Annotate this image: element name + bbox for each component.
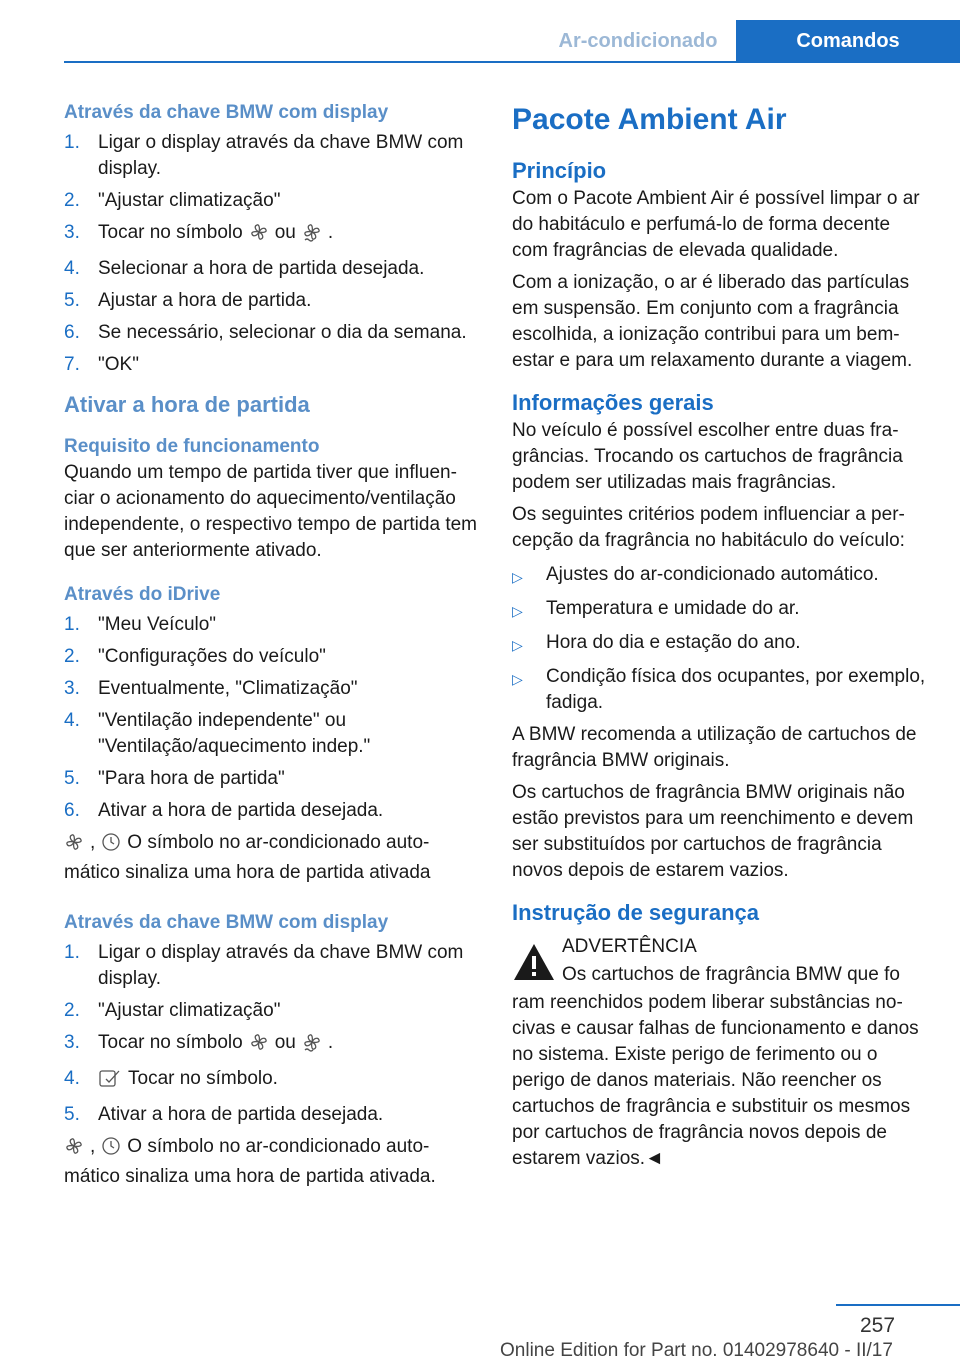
list-item: 5. Ajustar a hora de partida. <box>64 290 312 311</box>
list-item: ▷ Ajustes do ar-condicionado automático. <box>512 562 926 590</box>
fan-icon <box>249 1032 269 1060</box>
steps-list-3 <box>64 940 478 1128</box>
subheading-idrive: Através do iDrive <box>64 584 221 605</box>
list-item: 2. "Configurações do veículo" <box>64 646 326 667</box>
triangle-bullet-icon: ▷ <box>512 637 523 653</box>
fan-icon <box>64 832 84 860</box>
right-column <box>512 100 926 1172</box>
checkbox-edit-icon <box>98 1068 122 1096</box>
info-text-3: A BMW recomenda a utilização de cartuchos de fragrância BMW originais. <box>512 724 917 771</box>
list-item: 6. Se necessário, selecionar o dia da semana. <box>64 322 467 343</box>
list-item: 1. Ligar o display através da chave BMW com display. <box>64 132 464 179</box>
heating-fan-icon <box>302 222 322 250</box>
steps-list-1 <box>64 130 478 378</box>
list-item: 1. "Meu Veículo" <box>64 614 217 635</box>
warning-label: ADVERTÊNCIA <box>562 936 697 957</box>
list-item: 4. "Ventilação independente" ou "Ventilação/aquecimento indep." <box>64 710 371 757</box>
subheading-requisito: Requisito de funcionamento <box>64 436 320 457</box>
heating-fan-icon <box>302 1032 322 1060</box>
requisito-text: Quando um tempo de partida tiver que influenciar o acionamento do aquecimento/ventilação independente, o respectivo tempo de partida tem que ser anteriormente ativado. <box>64 462 477 561</box>
header-section-tab: Ar-condicionado <box>558 29 718 52</box>
page-number: 257 <box>860 1314 896 1337</box>
triangle-bullet-icon: ▷ <box>512 569 523 585</box>
steps-list-2 <box>64 612 478 824</box>
warning-text-rest: ram reenchidos podem liberar substâncias nocivas e causar falhas de funcionamento e danos no sistema. Existe perigo de ferimento ou o perigo de danos materiais. Não reencher os cartuchos de fragrância e substituir os mesmos por cartuchos de fragrância novos depois de estarem vazios.◄ <box>512 992 919 1169</box>
symbol-note-2: , O símbolo no ar-condicionado automático sinaliza uma hora de partida ativada. <box>64 1136 436 1187</box>
symbol-note-1: , O símbolo no ar-condicionado automático sinaliza uma hora de partida ativada <box>64 832 431 883</box>
fan-icon <box>64 1136 84 1164</box>
list-item: 6. Ativar a hora de partida desejada. <box>64 800 384 821</box>
list-item: ▷ Temperatura e umidade do ar. <box>512 596 926 624</box>
page-title: Pacote Ambient Air <box>512 103 787 136</box>
list-item: 2. "Ajustar climatização" <box>64 1000 281 1021</box>
clock-icon <box>101 1136 121 1164</box>
heading-seguranca: Instrução de segurança <box>512 900 759 925</box>
warning-block <box>512 934 926 990</box>
list-item: ▷ Hora do dia e estação do ano. <box>512 630 926 658</box>
heading-ativar: Ativar a hora de partida <box>64 392 310 417</box>
list-item: 5. "Para hora de partida" <box>64 768 285 789</box>
footer-edition: Online Edition for Part no. 01402978640 - II/17 <box>500 1340 893 1361</box>
list-item: 3. Tocar no símbolo ou . <box>64 1030 478 1060</box>
list-item: 7. "OK" <box>64 354 139 375</box>
heading-informacoes: Informações gerais <box>512 390 714 415</box>
subheading-key-display-1: Através da chave BMW com display <box>64 102 389 123</box>
criteria-list <box>512 562 926 716</box>
heading-principio: Princípio <box>512 158 607 183</box>
principio-text-1: Com o Pacote Ambient Air é possível limpar o ar do habitáculo e perfumá-lo de forma decente com fragrâncias de elevada qualidade. <box>512 188 920 261</box>
info-text-1: No veículo é possível escolher entre duas fragrâncias. Trocando os cartuchos de fragrância podem ser utilizadas mais fragrâncias. <box>512 420 903 493</box>
warning-text-first: Os cartuchos de fragrância BMW que fo <box>562 964 900 985</box>
list-item: 3. Eventualmente, "Climatização" <box>64 678 358 699</box>
header-chapter-tab: Comandos <box>736 20 960 62</box>
triangle-bullet-icon: ▷ <box>512 671 523 687</box>
list-item: ▷ Condição física dos ocupantes, por exemplo, fadiga. <box>512 664 926 716</box>
list-item: 4. Tocar no símbolo. <box>64 1066 478 1096</box>
list-item: 3. Tocar no símbolo ou . <box>64 220 478 250</box>
left-column <box>64 100 478 1190</box>
principio-text-2: Com a ionização, o ar é liberado das partículas em suspensão. Em conjunto com a fragrância escolhida, a ionização contribui para um bem-estar e para um relaxamento durante a viagem. <box>512 272 913 371</box>
clock-icon <box>101 832 121 860</box>
info-text-2: Os seguintes critérios podem influenciar a percepção da fragrância no habitáculo do veículo: <box>512 504 905 551</box>
list-item: 1. Ligar o display através da chave BMW com display. <box>64 942 464 989</box>
info-text-4: Os cartuchos de fragrância BMW originais não estão previstos para um reenchimento e devem ser substituídos por cartuchos de fragrância novos depois de estarem vazios. <box>512 782 914 881</box>
fan-icon <box>249 222 269 250</box>
triangle-bullet-icon: ▷ <box>512 603 523 619</box>
subheading-key-display-2: Através da chave BMW com display <box>64 912 389 933</box>
list-item: 4. Selecionar a hora de partida desejada. <box>64 258 425 279</box>
footer-rule <box>836 1304 960 1306</box>
header-rule <box>64 61 960 63</box>
list-item: 5. Ativar a hora de partida desejada. <box>64 1104 384 1125</box>
warning-triangle-icon <box>512 934 562 990</box>
list-item: 2. "Ajustar climatização" <box>64 190 281 211</box>
